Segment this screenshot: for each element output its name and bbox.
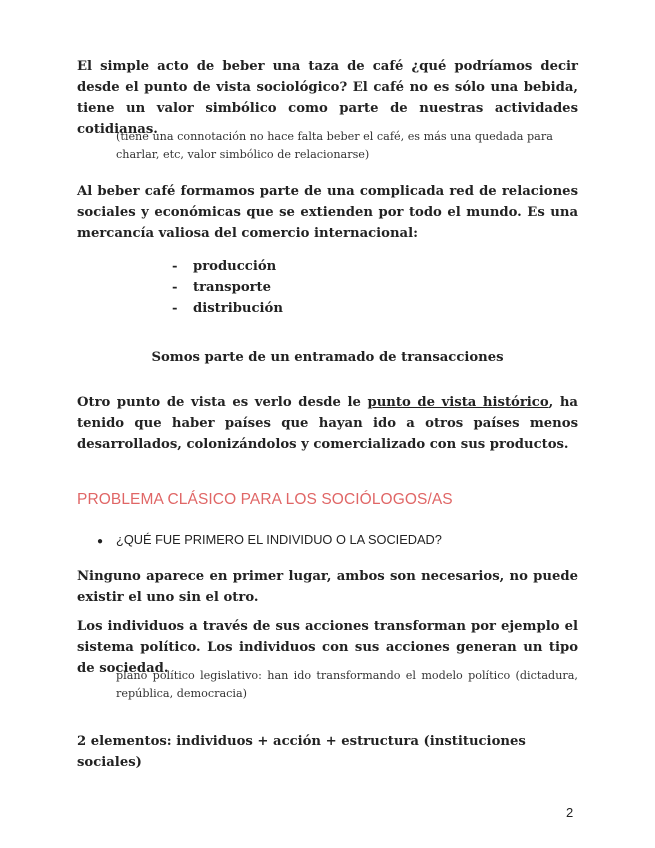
list-marker: - bbox=[172, 280, 178, 295]
historical-link[interactable]: punto de vista histórico bbox=[367, 395, 549, 410]
list-marker: - bbox=[172, 259, 178, 274]
paragraph-coffee-act: El simple acto de beber una taza de café ¿qué podríamos decir desde el punto de vista sociológico? El café no es sólo una bebida, tiene un valor simbólico como parte de nuestras actividades cotidianas. bbox=[77, 59, 578, 137]
bullet-icon: ● bbox=[97, 536, 104, 547]
list-item bbox=[172, 277, 283, 298]
list-item-label: distribución bbox=[193, 301, 283, 316]
bullet-text: ¿QUÉ FUE PRIMERO EL INDIVIDUO O LA SOCIEDAD? bbox=[116, 532, 442, 547]
page-number: 2 bbox=[566, 805, 574, 820]
paragraph-social-network: Al beber café formamos parte de una complicada red de relaciones sociales y económicas que se extienden por todo el mundo. Es una mercancía valiosa del comercio internacional: bbox=[77, 184, 578, 241]
paragraph-neither-first: Ninguno aparece en primer lugar, ambos son necesarios, no puede existir el uno sin el otro. bbox=[77, 569, 578, 605]
note-symbolic-value: (tiene una connotación no hace falta beber el café, es más una quedada para charlar, etc, valor simbólico de relacionarse) bbox=[116, 130, 553, 161]
paragraph-historical-view bbox=[77, 392, 578, 455]
paragraph-individuals-transform: Los individuos a través de sus acciones transforman por ejemplo el sistema político. Los individuos con sus acciones generan un tipo de sociedad. bbox=[77, 619, 578, 676]
historical-text-after: , ha tenido que haber países que hayan ido a otros países menos desarrollados, colonizándolos y comercializado con sus productos. bbox=[77, 395, 578, 452]
historical-text-before: Otro punto de vista es verlo desde le bbox=[77, 395, 368, 410]
list-item-label: transporte bbox=[193, 280, 272, 295]
note-political-plane: plano político legislativo: han ido transformando el modelo político (dictadura, república, democracia) bbox=[116, 669, 578, 700]
bullet-question bbox=[97, 530, 442, 552]
list-item bbox=[172, 298, 283, 319]
list-item bbox=[172, 256, 283, 277]
list-marker: - bbox=[172, 301, 178, 316]
paragraph-two-elements: 2 elementos: individuos + acción + estructura (instituciones sociales) bbox=[77, 734, 526, 770]
dash-list bbox=[172, 256, 283, 319]
centered-statement: Somos parte de un entramado de transacciones bbox=[151, 350, 504, 365]
list-item-label: producción bbox=[193, 259, 277, 274]
section-heading: PROBLEMA CLÁSICO PARA LOS SOCIÓLOGOS/AS bbox=[77, 491, 453, 508]
